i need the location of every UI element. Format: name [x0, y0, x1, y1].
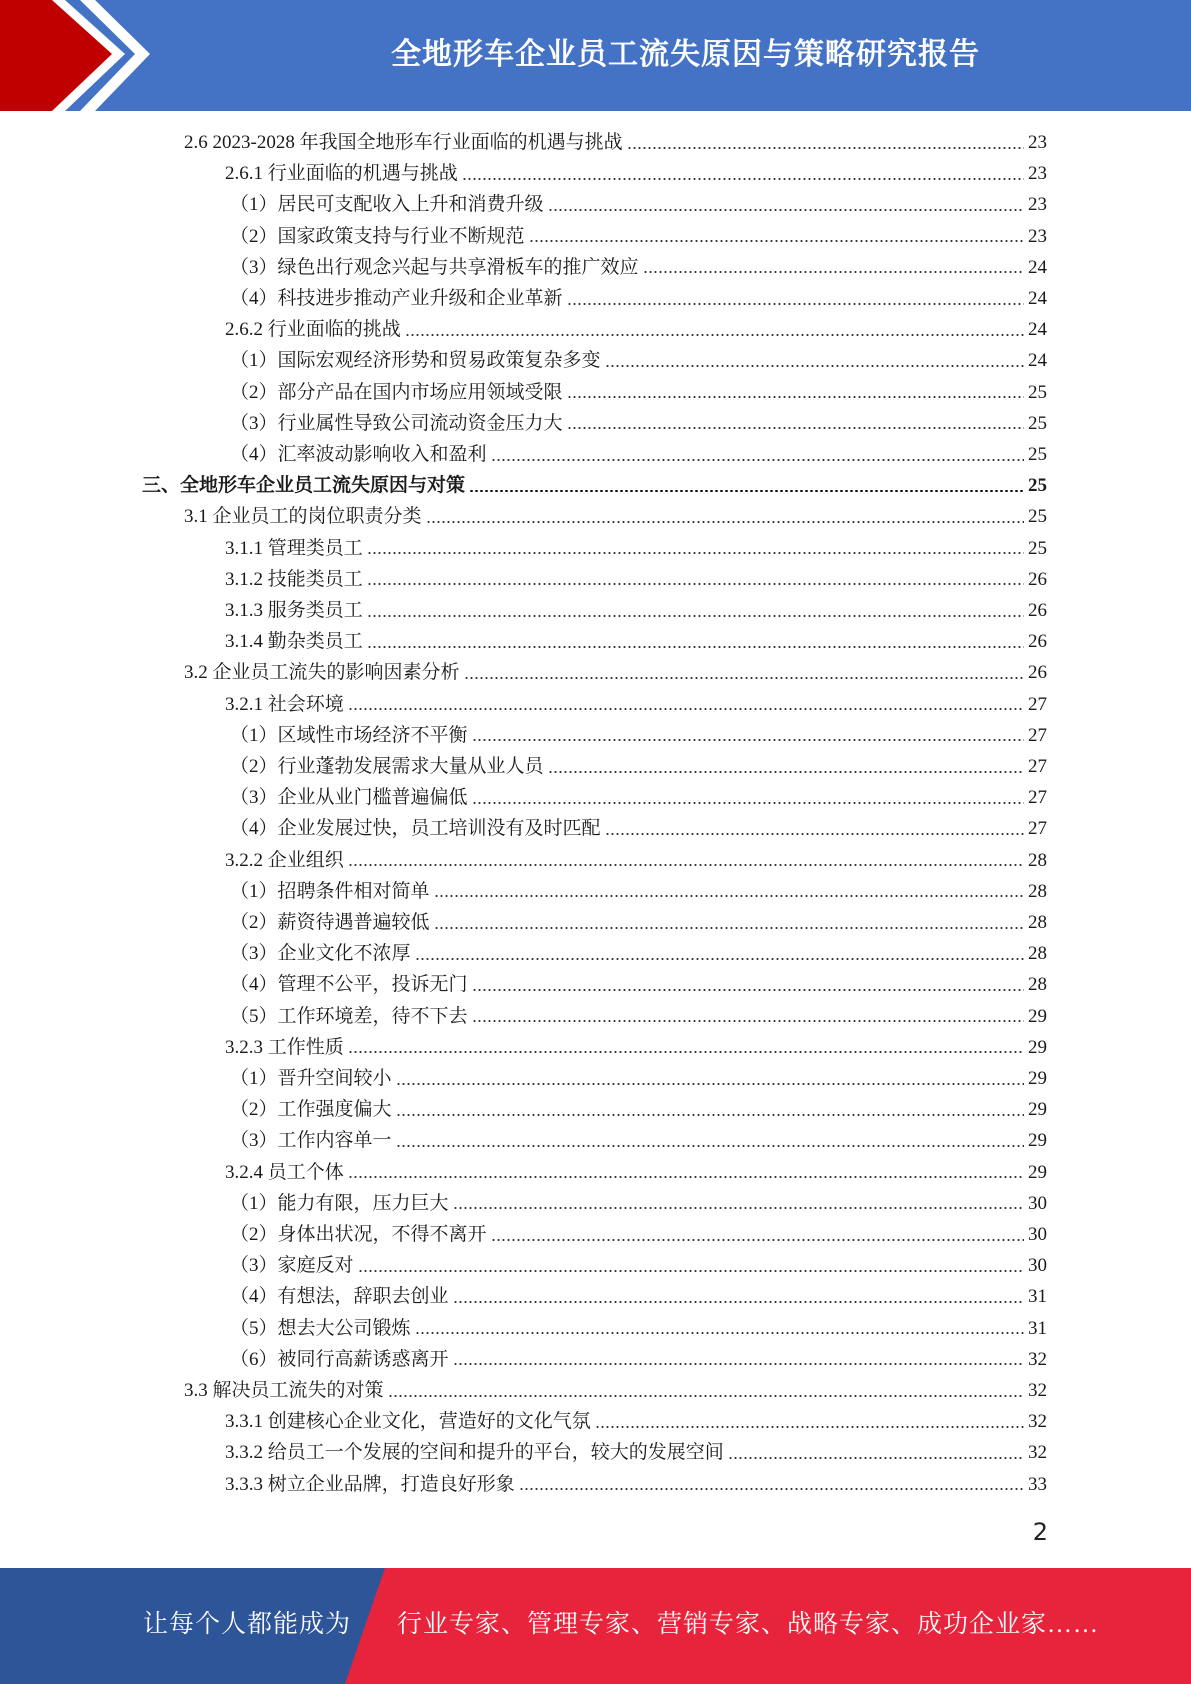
- toc-entry-page: 31: [1028, 1317, 1047, 1339]
- toc-dot-leader: [643, 271, 1024, 273]
- toc-entry-label: （2）国家政策支持与行业不断规范: [230, 225, 525, 247]
- toc-entry-page: 25: [1028, 444, 1047, 465]
- toc-entry[interactable]: [184, 501, 1047, 532]
- toc-dot-leader: [472, 739, 1024, 741]
- toc-dot-leader: [567, 303, 1024, 305]
- toc-dot-leader: [605, 365, 1024, 367]
- toc-entry[interactable]: [230, 876, 1047, 907]
- footer-slogan: 让每个人都能成为: [143, 1611, 352, 1638]
- toc-entry[interactable]: [225, 1157, 1047, 1188]
- toc-entry[interactable]: [230, 938, 1047, 969]
- toc-entry[interactable]: [225, 595, 1047, 626]
- toc-entry[interactable]: [230, 377, 1047, 408]
- toc-entry-label: （1）能力有限，压力巨大: [230, 1192, 449, 1214]
- toc-entry-label: （2）行业蓬勃发展需求大量从业人员: [230, 756, 544, 777]
- toc-entry[interactable]: [184, 127, 1047, 158]
- toc-entry[interactable]: [225, 314, 1047, 345]
- toc-dot-leader: [415, 1332, 1024, 1334]
- toc-entry[interactable]: [230, 782, 1047, 813]
- toc-entry[interactable]: [225, 1032, 1047, 1063]
- toc-entry-label: （3）工作内容单一: [230, 1130, 392, 1152]
- toc-entry-label: 3.2 企业员工流失的影响因素分析: [184, 662, 460, 684]
- toc-entry[interactable]: [230, 907, 1047, 938]
- toc-dot-leader: [367, 615, 1024, 617]
- toc-entry-label: （6）被同行高薪诱惑离开: [230, 1348, 449, 1370]
- toc-dot-leader: [491, 1239, 1024, 1241]
- toc-entry[interactable]: [225, 158, 1047, 189]
- toc-entry[interactable]: [230, 1094, 1047, 1125]
- toc-entry-label: 2.6 2023-2028 年我国全地形车行业面临的机遇与挑战: [184, 132, 623, 153]
- toc-dot-leader: [348, 1051, 1024, 1053]
- toc-dot-leader: [472, 989, 1024, 991]
- toc-entry-page: 30: [1028, 1255, 1047, 1277]
- toc-entry-page: 28: [1028, 912, 1047, 933]
- toc-dot-leader: [548, 209, 1024, 211]
- toc-entry-label: 3.2.2 企业组织: [225, 849, 344, 871]
- toc-dot-leader: [426, 521, 1024, 523]
- toc-dot-leader: [464, 677, 1024, 679]
- toc-entry-label: （1）国际宏观经济形势和贸易政策复杂多变: [230, 350, 601, 372]
- toc-entry[interactable]: [230, 221, 1047, 252]
- toc-entry-label: （4）科技进步推动产业升级和企业革新: [230, 288, 563, 309]
- toc-entry-page: 30: [1028, 1224, 1047, 1245]
- toc-entry-page: 24: [1028, 288, 1047, 309]
- toc-entry-label: 3.3 解决员工流失的对策: [184, 1380, 384, 1401]
- toc-entry-label: （1）招聘条件相对简单: [230, 880, 430, 902]
- toc-entry[interactable]: [225, 845, 1047, 876]
- toc-entry-label: 3.1.4 勤杂类员工: [225, 631, 363, 653]
- toc-entry-page: 31: [1028, 1286, 1047, 1308]
- toc-entry[interactable]: [230, 751, 1047, 782]
- toc-entry[interactable]: [230, 969, 1047, 1000]
- toc-entry-page: 32: [1028, 1411, 1047, 1433]
- toc-entry-label: 3.3.1 创建核心企业文化，营造好的文化气氛: [225, 1411, 591, 1433]
- toc-entry-page: 24: [1028, 350, 1047, 372]
- toc-entry-page: 27: [1028, 724, 1047, 746]
- toc-entry-page: 25: [1028, 412, 1047, 434]
- toc-entry-label: 2.6.2 行业面临的挑战: [225, 319, 401, 341]
- toc-dot-leader: [472, 802, 1024, 804]
- toc-entry[interactable]: [230, 1188, 1047, 1219]
- toc-entry-label: 3.1.3 服务类员工: [225, 600, 363, 621]
- toc-dot-leader: [453, 1301, 1024, 1303]
- toc-dot-leader: [491, 459, 1024, 461]
- toc-entry[interactable]: [230, 720, 1047, 751]
- toc-entry-label: 三、全地形车企业员工流失原因与对策: [142, 475, 466, 497]
- toc-dot-leader: [567, 427, 1024, 429]
- toc-dot-leader: [472, 1020, 1024, 1022]
- toc-entry-page: 28: [1028, 880, 1047, 902]
- toc-dot-leader: [529, 240, 1024, 242]
- toc-entry-label: （2）薪资待遇普遍较低: [230, 912, 430, 933]
- page-footer: [0, 1568, 1191, 1684]
- toc-entry[interactable]: [230, 1063, 1047, 1094]
- toc-entry-label: 3.3.3 树立企业品牌，打造良好形象: [225, 1473, 515, 1495]
- toc-entry-page: 26: [1028, 568, 1047, 590]
- toc-entry[interactable]: [230, 1125, 1047, 1156]
- report-title: 全地形车企业员工流失原因与策略研究报告: [391, 37, 980, 72]
- toc-entry[interactable]: [230, 1250, 1047, 1281]
- toc-entry-label: （3）家庭反对: [230, 1255, 354, 1277]
- toc-entry-page: 28: [1028, 849, 1047, 871]
- toc-entry-label: 3.2.4 员工个体: [225, 1161, 344, 1183]
- toc-entry-page: 32: [1028, 1442, 1047, 1464]
- toc-entry[interactable]: [225, 1469, 1047, 1500]
- toc-dot-leader: [453, 1363, 1024, 1365]
- toc-entry-label: 3.3.2 给员工一个发展的空间和提升的平台，较大的发展空间: [225, 1442, 724, 1464]
- toc-entry-page: 26: [1028, 662, 1047, 684]
- toc-dot-leader: [605, 833, 1024, 835]
- toc-entry-page: 27: [1028, 787, 1047, 809]
- toc-entry-page: 27: [1028, 818, 1047, 840]
- toc-entry-label: （4）企业发展过快，员工培训没有及时匹配: [230, 818, 601, 840]
- toc-entry[interactable]: [230, 408, 1047, 439]
- toc-entry-label: 3.1 企业员工的岗位职责分类: [184, 506, 422, 528]
- toc-entry[interactable]: [225, 533, 1047, 564]
- toc-entry[interactable]: [184, 657, 1047, 688]
- toc-entry-page: 29: [1028, 1068, 1047, 1089]
- toc-entry[interactable]: [230, 1344, 1047, 1375]
- toc-entry[interactable]: [142, 470, 1047, 501]
- toc-entry-label: （3）企业文化不浓厚: [230, 943, 411, 965]
- toc-dot-leader: [728, 1457, 1024, 1459]
- toc-entry-page: 29: [1028, 1161, 1047, 1183]
- toc-dot-leader: [367, 646, 1024, 648]
- toc-entry[interactable]: [225, 1437, 1047, 1468]
- toc-entry-page: 26: [1028, 631, 1047, 653]
- toc-entry[interactable]: [230, 813, 1047, 844]
- toc-entry-page: 23: [1028, 163, 1047, 185]
- toc-entry[interactable]: [225, 564, 1047, 595]
- toc-dot-leader: [462, 178, 1024, 180]
- toc-entry-label: （4）汇率波动影响收入和盈利: [230, 444, 487, 465]
- toc-entry-label: 3.2.3 工作性质: [225, 1036, 344, 1058]
- toc-entry-page: 26: [1028, 600, 1047, 621]
- toc-entry-page: 30: [1028, 1192, 1047, 1214]
- toc-entry-page: 33: [1028, 1473, 1047, 1495]
- toc-entry-page: 29: [1028, 1099, 1047, 1121]
- toc-dot-leader: [548, 771, 1024, 773]
- toc-entry-page: 29: [1028, 1130, 1047, 1152]
- toc-entry-page: 23: [1028, 132, 1047, 153]
- toc-entry-page: 32: [1028, 1348, 1047, 1370]
- page-header: [0, 0, 1191, 111]
- toc-entry[interactable]: [184, 1375, 1047, 1406]
- toc-entry-page: 24: [1028, 256, 1047, 278]
- toc-dot-leader: [415, 958, 1024, 960]
- toc-dot-leader: [434, 927, 1024, 929]
- toc-entry-label: （3）行业属性导致公司流动资金压力大: [230, 412, 563, 434]
- toc-dot-leader: [396, 1114, 1024, 1116]
- toc-entry-page: 25: [1028, 381, 1047, 403]
- toc-dot-leader: [434, 895, 1024, 897]
- toc-entry-label: 3.1.2 技能类员工: [225, 568, 363, 590]
- toc-entry-page: 23: [1028, 225, 1047, 247]
- toc-entry-label: 3.2.1 社会环境: [225, 693, 344, 715]
- toc-entry-label: 2.6.1 行业面临的机遇与挑战: [225, 163, 458, 185]
- toc-dot-leader: [595, 1426, 1024, 1428]
- toc-entry-label: （5）想去大公司锻炼: [230, 1317, 411, 1339]
- toc-entry-label: （3）绿色出行观念兴起与共享滑板车的推广效应: [230, 256, 639, 278]
- toc-entry[interactable]: [230, 189, 1047, 220]
- toc-entry-label: （2）身体出状况，不得不离开: [230, 1224, 487, 1245]
- toc-dot-leader: [388, 1395, 1024, 1397]
- footer-tagline: 行业专家、管理专家、营销专家、战略专家、成功企业家……: [397, 1611, 1100, 1638]
- toc-dot-leader: [396, 1145, 1024, 1147]
- toc-entry[interactable]: [230, 345, 1047, 376]
- toc-entry-page: 32: [1028, 1380, 1047, 1401]
- toc-entry-page: 28: [1028, 974, 1047, 996]
- toc-dot-leader: [358, 1270, 1024, 1272]
- toc-entry-label: （5）工作环境差，待不下去: [230, 1005, 468, 1027]
- toc-dot-leader: [367, 552, 1024, 554]
- toc-entry-label: （4）有想法，辞职去创业: [230, 1286, 449, 1308]
- toc-entry-label: （1）晋升空间较小: [230, 1068, 392, 1089]
- page-number: 2: [1032, 1518, 1048, 1546]
- toc-dot-leader: [519, 1488, 1024, 1490]
- toc-entry-page: 28: [1028, 943, 1047, 965]
- toc-entry-label: （3）企业从业门槛普遍偏低: [230, 787, 468, 809]
- toc-entry[interactable]: [230, 1001, 1047, 1032]
- toc-dot-leader: [405, 334, 1024, 336]
- toc-entry-label: 3.1.1 管理类员工: [225, 537, 363, 559]
- toc-dot-leader: [396, 1083, 1024, 1085]
- toc-entry-page: 23: [1028, 194, 1047, 216]
- toc-entry-label: （4）管理不公平，投诉无门: [230, 974, 468, 996]
- toc-dot-leader: [627, 147, 1024, 149]
- toc-entry[interactable]: [230, 1281, 1047, 1312]
- toc-entry[interactable]: [230, 439, 1047, 470]
- toc-entry-label: （2）部分产品在国内市场应用领域受限: [230, 381, 563, 403]
- toc-entry[interactable]: [230, 283, 1047, 314]
- toc-dot-leader: [453, 1207, 1024, 1209]
- toc-entry-page: 24: [1028, 319, 1047, 341]
- toc-entry-page: 25: [1028, 537, 1047, 559]
- toc-entry-label: （1）居民可支配收入上升和消费升级: [230, 194, 544, 216]
- toc-entry-page: 25: [1028, 506, 1047, 528]
- toc-entry-label: （2）工作强度偏大: [230, 1099, 392, 1121]
- toc-dot-leader: [469, 490, 1024, 492]
- toc-dot-leader: [348, 864, 1024, 866]
- toc-entry-page: 27: [1028, 756, 1047, 777]
- toc-dot-leader: [348, 1176, 1024, 1178]
- toc-entry[interactable]: [225, 626, 1047, 657]
- toc-entry[interactable]: [230, 252, 1047, 283]
- toc-dot-leader: [348, 708, 1024, 710]
- toc-dot-leader: [367, 583, 1024, 585]
- toc-entry[interactable]: [230, 1219, 1047, 1250]
- toc-entry[interactable]: [225, 689, 1047, 720]
- toc-entry[interactable]: [225, 1406, 1047, 1437]
- toc-entry-page: 29: [1028, 1036, 1047, 1058]
- toc-entry-page: 29: [1028, 1005, 1047, 1027]
- toc-entry-page: 25: [1028, 475, 1047, 497]
- toc-entry[interactable]: [230, 1313, 1047, 1344]
- toc-dot-leader: [567, 396, 1024, 398]
- toc-entry-label: （1）区域性市场经济不平衡: [230, 724, 468, 746]
- toc-entry-page: 27: [1028, 693, 1047, 715]
